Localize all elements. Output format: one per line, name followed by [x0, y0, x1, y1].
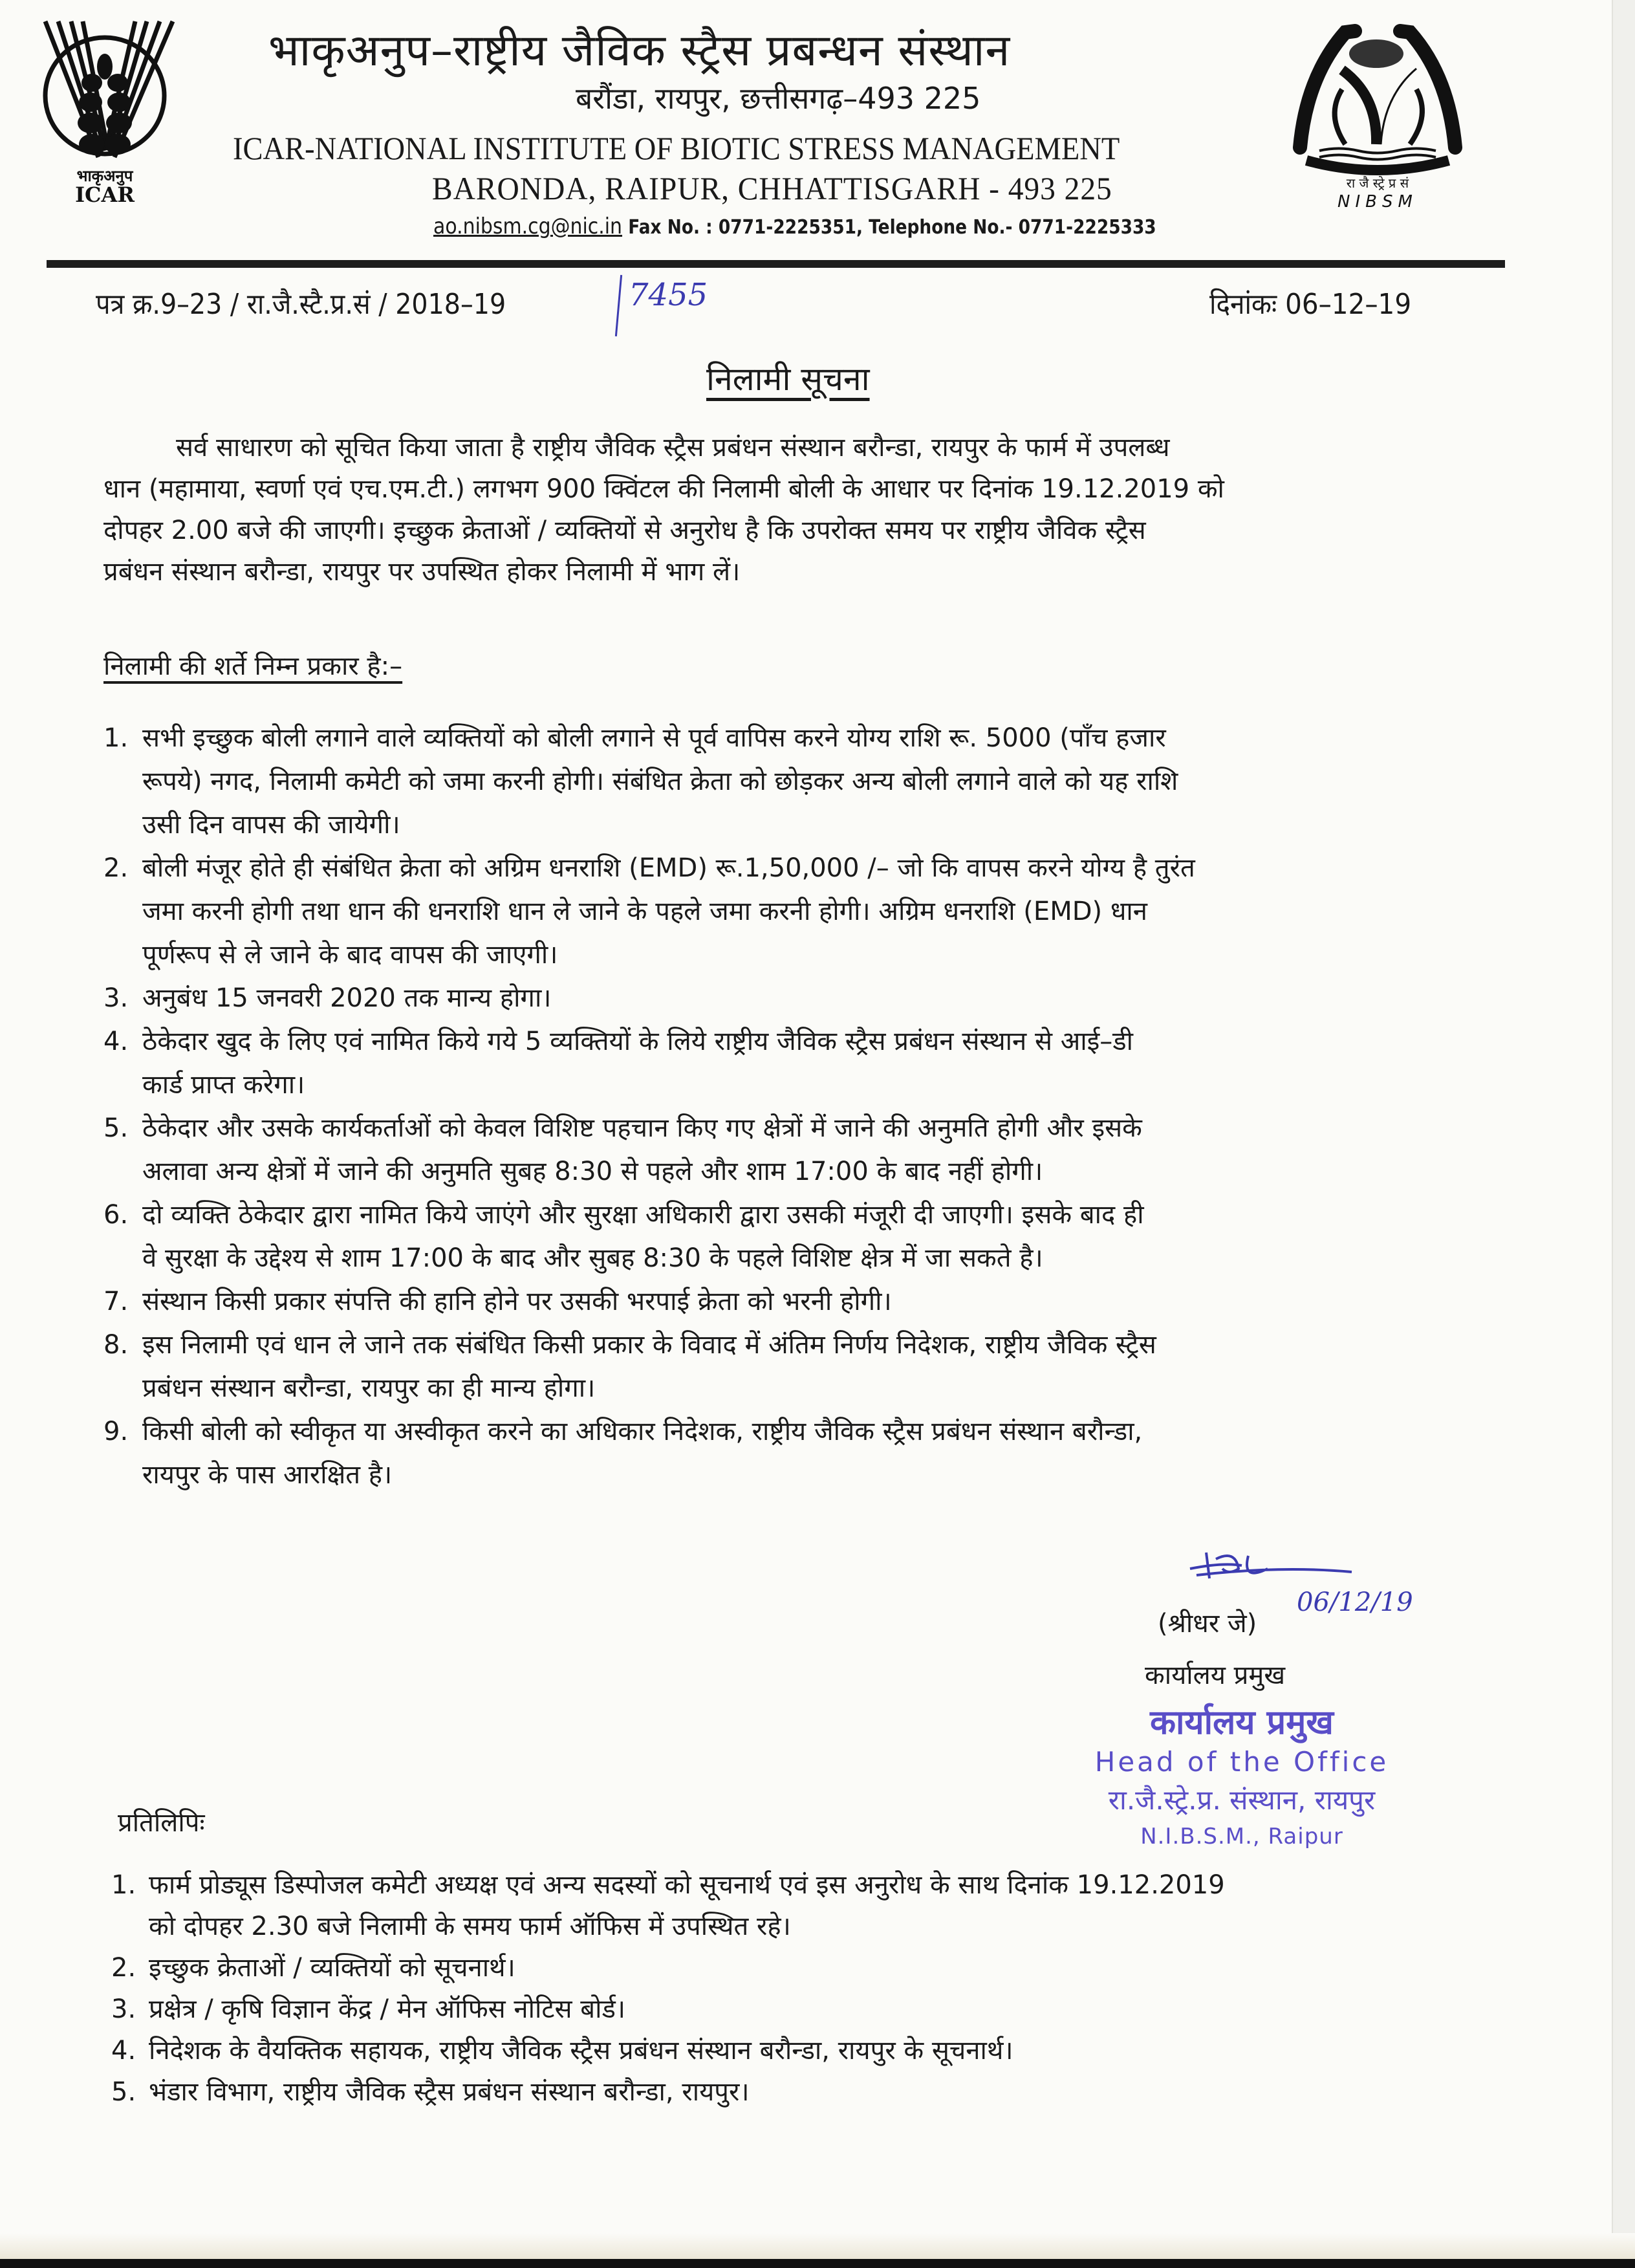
copy-number: 3. — [111, 1994, 136, 2024]
term-line: जमा करनी होगी तथा धान की धनराशि धान ले जाने के पहले जमा करनी होगी। अग्रिम धनराशि (EMD) धान — [142, 897, 1147, 926]
term-number: 1. — [103, 723, 129, 753]
term-line: रूपये) नगद, निलामी कमेटी को जमा करनी होगी। संबंधित क्रेता को छोड़कर अन्य बोली लगाने वाले को यह राशि — [142, 767, 1178, 796]
term-line: इस निलामी एवं धान ले जाने तक संबंधित किसी प्रकार के विवाद में अंतिम निर्णय निदेशक, राष्ट्रीय जैविक स्ट्रैस — [142, 1330, 1156, 1360]
signature-date: 06/12/19 — [1297, 1587, 1413, 1617]
signatory-name: (श्रीधर जे) — [1158, 1609, 1257, 1639]
fax-telephone: Fax No. : 0771-2225351, Telephone No.- 0771-2225333 — [622, 216, 1156, 239]
letter-date: दिनांकः 06–12–19 — [1209, 288, 1412, 321]
icar-logo-text: ICAR — [75, 182, 135, 206]
copy-line: इच्छुक क्रेताओं / व्यक्तियों को सूचनार्थ। — [149, 1953, 515, 1983]
term-line: दो व्यक्ति ठेकेदार द्वारा नामित किये जाएंगे और सुरक्षा अधिकारी द्वारा उसकी मंजूरी दी जाएगी। इसके बाद ही — [142, 1200, 1144, 1230]
letterhead-hindi-title: भाकृअनुप–राष्ट्रीय जैविक स्ट्रैस प्रबन्धन संस्थान — [268, 25, 1011, 76]
copy-number: 5. — [111, 2077, 136, 2107]
copy-line: प्रक्षेत्र / कृषि विज्ञान केंद्र / मेन ऑफिस नोटिस बोर्ड। — [149, 1994, 626, 2024]
stamp-line-2: Head of the Office — [1094, 1746, 1389, 1778]
letterhead-contact — [433, 213, 1156, 239]
term-number: 8. — [103, 1330, 129, 1360]
copy-line: भंडार विभाग, राष्ट्रीय जैविक स्ट्रैस प्रबंधन संस्थान बरौन्डा, रायपुर। — [149, 2077, 750, 2107]
letterhead-divider — [47, 260, 1505, 268]
copy-item — [111, 2030, 1495, 2071]
term-item — [103, 1324, 1488, 1410]
copy-number: 1. — [111, 1870, 136, 1900]
term-number: 9. — [103, 1417, 129, 1446]
term-line: अलावा अन्य क्षेत्रों में जाने की अनुमति सुबह 8:30 से पहले और शाम 17:00 के बाद नहीं होगी। — [142, 1157, 1043, 1186]
copy-line: निदेशक के वैयक्तिक सहायक, राष्ट्रीय जैविक स्ट्रैस प्रबंधन संस्थान बरौन्डा, रायपुर के सूचनार्थ। — [149, 2036, 1013, 2066]
terms-list — [103, 717, 1488, 1497]
term-number: 6. — [103, 1200, 129, 1230]
copy-number: 4. — [111, 2036, 136, 2066]
copy-item — [111, 1864, 1495, 1947]
term-line: संस्थान किसी प्रकार संपत्ति की हानि होने पर उसकी भरपाई क्रेता को भरनी होगी। — [142, 1287, 892, 1316]
copy-item — [111, 1989, 1495, 2030]
term-item — [103, 847, 1488, 977]
handwritten-slash — [615, 275, 622, 336]
copy-item — [111, 1947, 1495, 1989]
paragraph-line: धान (महामाया, स्वर्णा एवं एच.एम.टी.) लगभग 900 क्विंटल की निलामी बोली के आधार पर दिनांक 19.12.2019 को — [103, 474, 1224, 504]
paragraph-line: प्रबंधन संस्थान बरौन्डा, रायपुर पर उपस्थित होकर निलामी में भाग लें। — [103, 557, 741, 587]
term-item — [103, 977, 1488, 1020]
copy-line: फार्म प्रोड्यूस डिस्पोजल कमेटी अध्यक्ष एवं अन्य सदस्यों को सूचनार्थ एवं इस अनुरोध के साथ दिनांक 19.12.2019 — [149, 1870, 1225, 1900]
paragraph-line: सर्व साधारण को सूचित किया जाता है राष्ट्रीय जैविक स्ट्रैस प्रबंधन संस्थान बरौन्डा, रायपुर के फार्म में उपलब्ध — [176, 433, 1170, 463]
scan-bottom-shade — [0, 2233, 1635, 2259]
handwritten-reference-number: 7455 — [629, 277, 708, 313]
copy-line: को दोपहर 2.30 बजे निलामी के समय फार्म ऑफिस में उपस्थित रहे। — [149, 1912, 791, 1941]
term-line: किसी बोली को स्वीकृत या अस्वीकृत करने का अधिकार निदेशक, राष्ट्रीय जैविक स्ट्रैस प्रबंधन संस्थान बरौन्डा, — [142, 1417, 1143, 1446]
term-line: पूर्णरूप से ले जाने के बाद वापस की जाएगी। — [142, 940, 558, 970]
nibsm-logo-hindi: रा जै स्ट्रे प्र सं — [1346, 175, 1409, 191]
term-line: रायपुर के पास आरक्षित है। — [142, 1460, 393, 1490]
term-item — [103, 1280, 1488, 1324]
office-stamp — [1074, 1701, 1410, 1853]
term-item — [103, 1194, 1488, 1280]
term-item — [103, 1020, 1488, 1107]
term-item — [103, 1107, 1488, 1194]
term-item — [103, 1410, 1488, 1497]
term-line: अनुबंध 15 जनवरी 2020 तक मान्य होगा। — [142, 983, 552, 1013]
scan-bottom-edge — [0, 2259, 1635, 2268]
term-number: 7. — [103, 1287, 129, 1316]
icar-logo-hindi: भाकृअनुप — [76, 167, 133, 185]
term-line: सभी इच्छुक बोली लगाने वाले व्यक्तियों को बोली लगाने से पूर्व वापिस करने योग्य राशि रू. 5000 (पाँच हजार — [142, 723, 1166, 753]
term-line: बोली मंजूर होते ही संबंधित क्रेता को अग्रिम धनराशि (EMD) रू.1,50,000 /– जो कि वापस करने योग्य है तुरंत — [142, 853, 1195, 883]
notice-paragraph — [103, 427, 1488, 593]
email-link[interactable]: ao.nibsm.cg@nic.in — [433, 213, 623, 239]
stamp-line-4: N.I.B.S.M., Raipur — [1140, 1824, 1343, 1849]
copy-number: 2. — [111, 1953, 136, 1983]
term-item — [103, 717, 1488, 847]
nibsm-logo-icon — [1281, 18, 1475, 212]
term-number: 3. — [103, 983, 129, 1013]
term-number: 4. — [103, 1027, 129, 1056]
stamp-line-3: रा.जै.स्ट्रे.प्र. संस्थान, रायपुर — [1108, 1784, 1376, 1816]
term-number: 2. — [103, 853, 129, 883]
notice-title: निलामी सूचना — [706, 360, 870, 398]
copy-to-heading: प्रतिलिपिः — [118, 1808, 205, 1838]
copy-to-list — [111, 1864, 1495, 2113]
term-line: ठेकेदार खुद के लिए एवं नामित किये गये 5 व्यक्तियों के लिये राष्ट्रीय जैविक स्ट्रैस प्रबंधन संस्थान से आई–डी — [142, 1027, 1133, 1056]
term-line: कार्ड प्राप्त करेगा। — [142, 1070, 305, 1100]
letterhead-english-title: ICAR-NATIONAL INSTITUTE OF BIOTIC STRESS MANAGEMENT — [233, 130, 1120, 166]
letterhead-hindi-address: बरौंडा, रायपुर, छत्तीसगढ़–493 225 — [576, 81, 981, 116]
copy-item — [111, 2071, 1495, 2113]
term-line: वे सुरक्षा के उद्देश्य से शाम 17:00 के बाद और सुबह 8:30 के पहले विशिष्ट क्षेत्र में जा सकते है। — [142, 1243, 1043, 1273]
paragraph-line: दोपहर 2.00 बजे की जाएगी। इच्छुक क्रेताओं / व्यक्तियों से अनुरोध है कि उपरोक्त समय पर राष्ट्रीय जैविक स्ट्रैस — [103, 516, 1146, 545]
term-line: प्रबंधन संस्थान बरौन्डा, रायपुर का ही मान्य होगा। — [142, 1373, 596, 1403]
term-line: उसी दिन वापस की जायेगी। — [142, 810, 400, 840]
reference-number: पत्र क्र.9–23 / रा.जै.स्टै.प्र.सं / 2018–19 — [96, 288, 506, 321]
scan-page-edge — [1612, 0, 1635, 2268]
terms-heading: निलामी की शर्ते निम्न प्रकार है:– — [103, 651, 403, 681]
term-number: 5. — [103, 1113, 129, 1143]
stamp-line-1: कार्यालय प्रमुख — [1150, 1703, 1334, 1742]
term-line: ठेकेदार और उसके कार्यकर्ताओं को केवल विशिष्ट पहचान किए गए क्षेत्रों में जाने की अनुमति होगी और इसके — [142, 1113, 1142, 1143]
nibsm-logo-text: NIBSM — [1337, 192, 1418, 212]
icar-logo-icon — [40, 18, 176, 206]
letterhead-english-address: BARONDA, RAIPUR, CHHATTISGARH - 493 225 — [432, 170, 1112, 206]
signatory-designation: कार्यालय प्रमुख — [1145, 1661, 1286, 1690]
